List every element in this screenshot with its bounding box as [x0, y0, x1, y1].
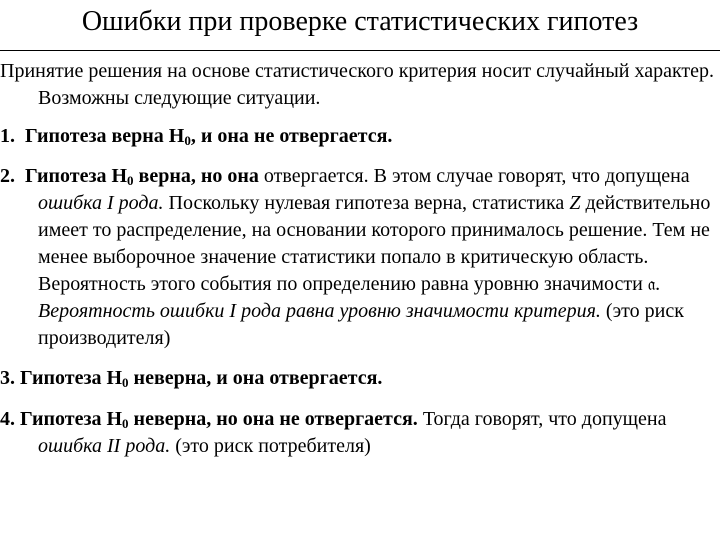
item-2-italic-z: Z — [569, 192, 581, 214]
item-2-text-a: отвергается. В этом случае говорят, что допущена — [258, 165, 690, 187]
list-item-3 — [0, 365, 716, 392]
item-4-text-a: Тогда говорят, что допущена — [417, 408, 667, 430]
item-3-bold-a: Гипотеза Н — [15, 367, 123, 389]
item-4-subscript: 0 — [122, 416, 129, 431]
list-item-2 — [0, 163, 716, 352]
item-1-subscript: 0 — [184, 133, 191, 148]
item-3-number: 3. — [0, 367, 15, 389]
intro-paragraph: Принятие решения на основе статистического критерия носит случайный характер. Возможны следующие ситуации. — [0, 60, 715, 109]
item-2-bold-a: Гипотеза Н — [25, 165, 128, 187]
item-4-bold-a: Гипотеза Н — [15, 408, 123, 430]
list-item-4 — [0, 406, 716, 460]
item-2-text-b: Поскольку нулевая гипотеза верна, статистика — [163, 192, 570, 214]
item-3-subscript: 0 — [122, 375, 129, 390]
item-2-italic-error-type-1: ошибка I рода. — [38, 192, 164, 214]
slide-title: Ошибки при проверке статистических гипотез — [81, 6, 639, 37]
item-2-text-d: (это риск производителя) — [38, 300, 684, 349]
alpha-symbol: 𝔞 — [647, 274, 656, 295]
item-1-text: Гипотеза верна Н — [25, 125, 185, 147]
list-item-1 — [0, 123, 716, 150]
item-2-number: 2. — [0, 165, 15, 187]
item-2-text-c: действительно имеет то распределение, на основании которого принималось решение. Тем не менее выборочное значение статистики попало в критическую область. Вероятность этого события по определению равна уровню значимости — [38, 192, 711, 295]
item-1-number: 1. — [0, 125, 15, 147]
item-2-subscript: 0 — [127, 173, 134, 188]
item-4-number: 4. — [0, 408, 15, 430]
item-1-tail: , и она не отвергается. — [190, 125, 393, 147]
item-3-bold-b: неверна, и она отвергается. — [128, 367, 383, 389]
item-4-text-b: (это риск потребителя) — [170, 435, 371, 457]
slide-body — [0, 58, 716, 460]
title-divider — [0, 50, 720, 51]
item-4-bold-b: неверна, но она не отвергается. — [128, 408, 418, 430]
item-2-italic-b: . Вероятность ошибки I рода равна уровню значимости критерия. — [38, 273, 661, 322]
item-2-bold-b: верна, но она — [133, 165, 259, 187]
item-4-italic-error-type-2: ошибка II рода. — [38, 435, 171, 457]
